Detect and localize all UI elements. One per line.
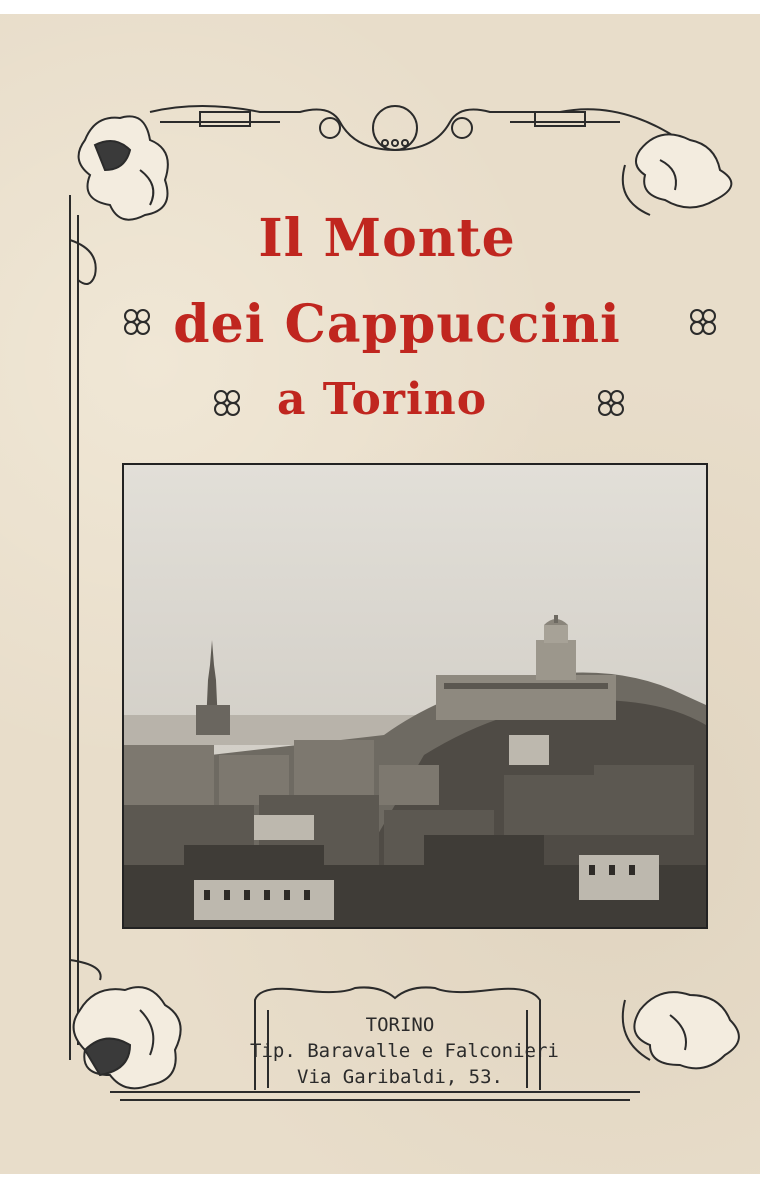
imprint-city: TORINO	[365, 1014, 435, 1036]
imprint-printer: Tip. Baravalle e Falconieri	[250, 1040, 559, 1062]
imprint-address: Via Garibaldi, 53.	[297, 1066, 503, 1088]
turin-panorama-image	[124, 465, 706, 927]
imprint	[250, 1012, 559, 1090]
title-line-3: a Torino	[276, 374, 488, 425]
title-line-1: Il Monte	[258, 208, 516, 269]
title-line-2: dei Cappuccini	[173, 294, 621, 355]
cover-photograph	[122, 463, 708, 929]
